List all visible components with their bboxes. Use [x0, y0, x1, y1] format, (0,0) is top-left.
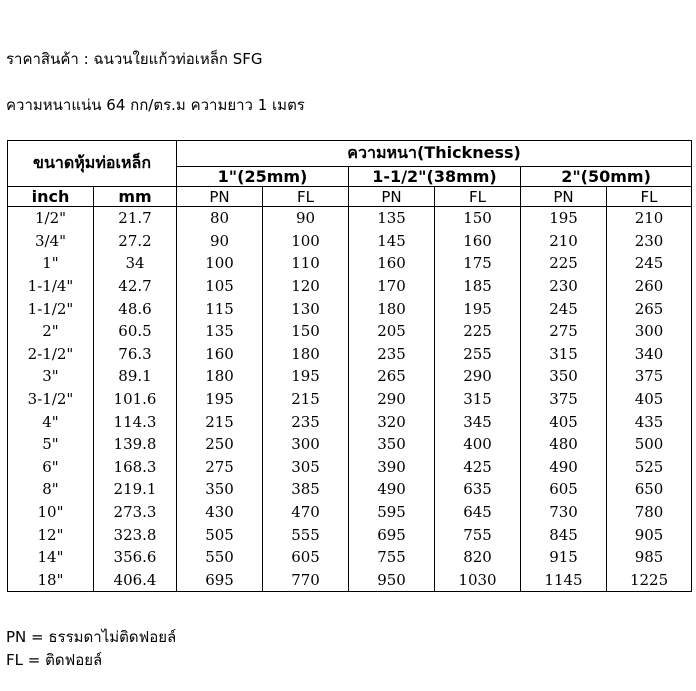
- cell-38mm-fl: 150: [435, 207, 521, 230]
- cell-25mm-fl: 180: [263, 343, 349, 366]
- fl-label: FL: [607, 187, 692, 207]
- cell-inch: 14": [8, 546, 94, 569]
- cell-25mm-fl: 305: [263, 456, 349, 479]
- cell-50mm-fl: 265: [607, 297, 692, 320]
- cell-50mm-fl: 210: [607, 207, 692, 230]
- table-row: [8, 275, 692, 298]
- header-row-main: [8, 141, 692, 167]
- cell-25mm-pn: 275: [177, 456, 263, 479]
- cell-25mm-fl: 470: [263, 501, 349, 524]
- cell-inch: 8": [8, 478, 94, 501]
- table-row: [8, 501, 692, 524]
- cell-25mm-pn: 105: [177, 275, 263, 298]
- cell-25mm-fl: 150: [263, 320, 349, 343]
- cell-mm: 114.3: [94, 410, 177, 433]
- cell-mm: 323.8: [94, 523, 177, 546]
- cell-50mm-pn: 315: [521, 343, 607, 366]
- cell-38mm-fl: 195: [435, 297, 521, 320]
- cell-38mm-fl: 185: [435, 275, 521, 298]
- cell-inch: 10": [8, 501, 94, 524]
- cell-mm: 356.6: [94, 546, 177, 569]
- cell-38mm-pn: 290: [349, 388, 435, 411]
- cell-38mm-fl: 755: [435, 523, 521, 546]
- cell-mm: 219.1: [94, 478, 177, 501]
- cell-25mm-pn: 115: [177, 297, 263, 320]
- cell-25mm-fl: 385: [263, 478, 349, 501]
- cell-38mm-pn: 135: [349, 207, 435, 230]
- cell-25mm-pn: 250: [177, 433, 263, 456]
- cell-50mm-pn: 225: [521, 252, 607, 275]
- cell-38mm-fl: 425: [435, 456, 521, 479]
- table-row: [8, 297, 692, 320]
- cell-38mm-fl: 290: [435, 365, 521, 388]
- cell-38mm-pn: 145: [349, 230, 435, 253]
- cell-50mm-pn: 375: [521, 388, 607, 411]
- cell-25mm-fl: 195: [263, 365, 349, 388]
- cell-inch: 12": [8, 523, 94, 546]
- table-row: [8, 523, 692, 546]
- table-row: [8, 365, 692, 388]
- cell-38mm-fl: 225: [435, 320, 521, 343]
- cell-25mm-pn: 195: [177, 388, 263, 411]
- cell-mm: 48.6: [94, 297, 177, 320]
- cell-mm: 89.1: [94, 365, 177, 388]
- table-row: [8, 320, 692, 343]
- cell-38mm-pn: 160: [349, 252, 435, 275]
- cell-50mm-fl: 1225: [607, 569, 692, 592]
- cell-mm: 139.8: [94, 433, 177, 456]
- cell-50mm-fl: 405: [607, 388, 692, 411]
- cell-inch: 2-1/2": [8, 343, 94, 366]
- unit-inch: inch: [8, 187, 94, 207]
- cell-50mm-pn: 405: [521, 410, 607, 433]
- cell-38mm-fl: 315: [435, 388, 521, 411]
- cell-25mm-pn: 215: [177, 410, 263, 433]
- cell-50mm-pn: 915: [521, 546, 607, 569]
- table-row: [8, 252, 692, 275]
- table-row: [8, 388, 692, 411]
- cell-25mm-fl: 605: [263, 546, 349, 569]
- cell-50mm-pn: 230: [521, 275, 607, 298]
- cell-25mm-fl: 300: [263, 433, 349, 456]
- thickness-group-25mm: 1"(25mm): [177, 167, 349, 187]
- cell-inch: 1": [8, 252, 94, 275]
- thickness-header: ความหนา(Thickness): [177, 141, 692, 167]
- table-row: [8, 478, 692, 501]
- cell-25mm-pn: 80: [177, 207, 263, 230]
- cell-25mm-fl: 110: [263, 252, 349, 275]
- cell-50mm-fl: 230: [607, 230, 692, 253]
- cell-50mm-fl: 905: [607, 523, 692, 546]
- table-row: [8, 410, 692, 433]
- cell-50mm-pn: 605: [521, 478, 607, 501]
- cell-25mm-pn: 505: [177, 523, 263, 546]
- cell-25mm-pn: 350: [177, 478, 263, 501]
- cell-50mm-fl: 260: [607, 275, 692, 298]
- cell-50mm-pn: 1145: [521, 569, 607, 592]
- cell-50mm-fl: 985: [607, 546, 692, 569]
- cell-38mm-pn: 950: [349, 569, 435, 592]
- cell-50mm-fl: 500: [607, 433, 692, 456]
- cell-50mm-pn: 245: [521, 297, 607, 320]
- cell-38mm-pn: 205: [349, 320, 435, 343]
- cell-inch: 2": [8, 320, 94, 343]
- cell-25mm-fl: 90: [263, 207, 349, 230]
- cell-50mm-pn: 195: [521, 207, 607, 230]
- cell-25mm-pn: 135: [177, 320, 263, 343]
- pn-label: PN: [177, 187, 263, 207]
- cell-50mm-fl: 340: [607, 343, 692, 366]
- cell-inch: 3": [8, 365, 94, 388]
- cell-25mm-pn: 100: [177, 252, 263, 275]
- cell-38mm-pn: 490: [349, 478, 435, 501]
- cell-inch: 1-1/2": [8, 297, 94, 320]
- cell-38mm-fl: 400: [435, 433, 521, 456]
- cell-mm: 76.3: [94, 343, 177, 366]
- size-header: ขนาดหุ้มท่อเหล็ก: [8, 141, 177, 187]
- cell-50mm-fl: 300: [607, 320, 692, 343]
- cell-50mm-pn: 490: [521, 456, 607, 479]
- cell-inch: 5": [8, 433, 94, 456]
- cell-25mm-pn: 430: [177, 501, 263, 524]
- cell-mm: 34: [94, 252, 177, 275]
- cell-25mm-pn: 695: [177, 569, 263, 592]
- cell-38mm-fl: 175: [435, 252, 521, 275]
- cell-25mm-pn: 160: [177, 343, 263, 366]
- cell-25mm-fl: 555: [263, 523, 349, 546]
- cell-38mm-fl: 645: [435, 501, 521, 524]
- cell-25mm-fl: 235: [263, 410, 349, 433]
- table-row: [8, 433, 692, 456]
- cell-mm: 273.3: [94, 501, 177, 524]
- table-row: [8, 569, 692, 592]
- cell-38mm-pn: 180: [349, 297, 435, 320]
- cell-inch: 4": [8, 410, 94, 433]
- cell-50mm-fl: 245: [607, 252, 692, 275]
- cell-inch: 3/4": [8, 230, 94, 253]
- cell-mm: 101.6: [94, 388, 177, 411]
- cell-50mm-fl: 780: [607, 501, 692, 524]
- cell-50mm-pn: 730: [521, 501, 607, 524]
- thickness-group-50mm: 2"(50mm): [521, 167, 692, 187]
- cell-50mm-fl: 525: [607, 456, 692, 479]
- cell-inch: 18": [8, 569, 94, 592]
- cell-mm: 60.5: [94, 320, 177, 343]
- price-title: ราคาสินค้า : ฉนวนใยแก้วท่อเหล็ก SFG: [6, 50, 263, 68]
- table-row: [8, 207, 692, 230]
- pn-label: PN: [349, 187, 435, 207]
- cell-mm: 27.2: [94, 230, 177, 253]
- cell-mm: 168.3: [94, 456, 177, 479]
- cell-38mm-pn: 390: [349, 456, 435, 479]
- fl-label: FL: [435, 187, 521, 207]
- cell-50mm-fl: 650: [607, 478, 692, 501]
- cell-25mm-pn: 90: [177, 230, 263, 253]
- cell-25mm-fl: 130: [263, 297, 349, 320]
- cell-38mm-pn: 350: [349, 433, 435, 456]
- cell-38mm-fl: 820: [435, 546, 521, 569]
- cell-50mm-pn: 210: [521, 230, 607, 253]
- cell-mm: 406.4: [94, 569, 177, 592]
- cell-38mm-fl: 160: [435, 230, 521, 253]
- pn-label: PN: [521, 187, 607, 207]
- table-row: [8, 546, 692, 569]
- cell-mm: 42.7: [94, 275, 177, 298]
- cell-mm: 21.7: [94, 207, 177, 230]
- cell-inch: 6": [8, 456, 94, 479]
- cell-38mm-fl: 1030: [435, 569, 521, 592]
- cell-38mm-fl: 345: [435, 410, 521, 433]
- cell-38mm-fl: 635: [435, 478, 521, 501]
- cell-38mm-pn: 595: [349, 501, 435, 524]
- cell-25mm-fl: 770: [263, 569, 349, 592]
- table-row: [8, 230, 692, 253]
- table-body: [8, 207, 692, 592]
- cell-50mm-fl: 435: [607, 410, 692, 433]
- unit-mm: mm: [94, 187, 177, 207]
- legend-fl: FL = ติดฟอยล์: [6, 651, 103, 669]
- cell-38mm-pn: 265: [349, 365, 435, 388]
- cell-38mm-pn: 235: [349, 343, 435, 366]
- cell-50mm-pn: 275: [521, 320, 607, 343]
- thickness-group-38mm: 1-1/2"(38mm): [349, 167, 521, 187]
- header-row-units: [8, 187, 692, 207]
- cell-38mm-pn: 170: [349, 275, 435, 298]
- cell-50mm-fl: 375: [607, 365, 692, 388]
- cell-25mm-fl: 215: [263, 388, 349, 411]
- cell-50mm-pn: 845: [521, 523, 607, 546]
- cell-50mm-pn: 480: [521, 433, 607, 456]
- cell-25mm-fl: 100: [263, 230, 349, 253]
- cell-38mm-pn: 320: [349, 410, 435, 433]
- price-table: [7, 140, 692, 592]
- fl-label: FL: [263, 187, 349, 207]
- cell-50mm-pn: 350: [521, 365, 607, 388]
- cell-25mm-pn: 180: [177, 365, 263, 388]
- table-row: [8, 343, 692, 366]
- cell-inch: 3-1/2": [8, 388, 94, 411]
- cell-inch: 1/2": [8, 207, 94, 230]
- cell-38mm-fl: 255: [435, 343, 521, 366]
- cell-25mm-pn: 550: [177, 546, 263, 569]
- cell-38mm-pn: 695: [349, 523, 435, 546]
- table-row: [8, 456, 692, 479]
- cell-25mm-fl: 120: [263, 275, 349, 298]
- legend-pn: PN = ธรรมดาไม่ติดฟอยล์: [6, 628, 177, 646]
- cell-38mm-pn: 755: [349, 546, 435, 569]
- spec-line: ความหนาแน่น 64 กก/ตร.ม ความยาว 1 เมตร: [6, 96, 305, 114]
- cell-inch: 1-1/4": [8, 275, 94, 298]
